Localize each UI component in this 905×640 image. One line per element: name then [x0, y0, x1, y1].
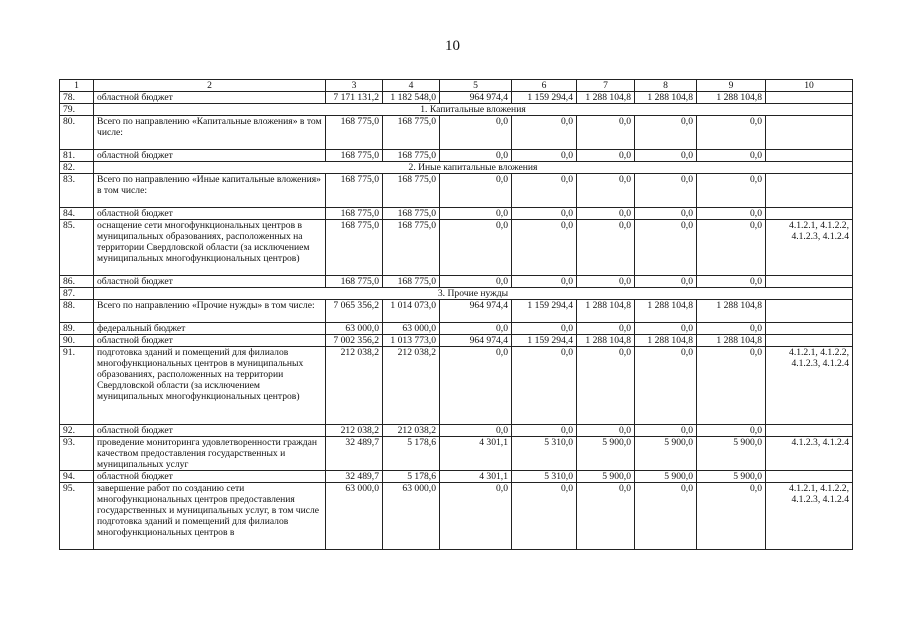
value-cell: 1 013 773,0 — [383, 335, 440, 347]
value-cell: 1 014 073,0 — [383, 300, 440, 323]
target-reference — [766, 150, 853, 162]
value-cell: 5 900,0 — [635, 437, 697, 471]
section-title: 3. Прочие нужды — [94, 288, 853, 300]
table-row — [60, 92, 853, 104]
value-cell: 212 038,2 — [383, 347, 440, 425]
value-cell: 964 974,4 — [440, 335, 512, 347]
value-cell: 0,0 — [512, 220, 577, 276]
column-header: 5 — [440, 80, 512, 92]
value-cell: 0,0 — [440, 425, 512, 437]
column-header: 4 — [383, 80, 440, 92]
value-cell: 1 159 294,4 — [512, 300, 577, 323]
value-cell: 0,0 — [577, 323, 635, 335]
value-cell: 63 000,0 — [326, 483, 383, 550]
value-cell: 964 974,4 — [440, 92, 512, 104]
value-cell: 1 288 104,8 — [635, 300, 697, 323]
value-cell: 0,0 — [440, 116, 512, 150]
row-number: 88. — [60, 300, 94, 323]
value-cell: 0,0 — [635, 483, 697, 550]
value-cell: 0,0 — [697, 323, 766, 335]
target-reference — [766, 116, 853, 150]
value-cell: 0,0 — [440, 276, 512, 288]
value-cell: 4 301,1 — [440, 437, 512, 471]
value-cell: 5 900,0 — [577, 471, 635, 483]
value-cell: 0,0 — [512, 174, 577, 208]
value-cell: 5 900,0 — [577, 437, 635, 471]
row-number: 90. — [60, 335, 94, 347]
value-cell: 4 301,1 — [440, 471, 512, 483]
row-number: 86. — [60, 276, 94, 288]
value-cell: 0,0 — [635, 174, 697, 208]
value-cell: 0,0 — [635, 220, 697, 276]
value-cell: 5 178,6 — [383, 471, 440, 483]
value-cell: 168 775,0 — [326, 174, 383, 208]
row-number: 85. — [60, 220, 94, 276]
value-cell: 0,0 — [697, 425, 766, 437]
column-header: 2 — [94, 80, 326, 92]
value-cell: 0,0 — [635, 323, 697, 335]
row-name: подготовка зданий и помещений для филиалов многофункциональных центров в муниципальных образованиях, расположенных на территории Свердловской области (за исключением муниципальных многофункциональных центров) — [94, 347, 326, 425]
value-cell: 168 775,0 — [326, 208, 383, 220]
value-cell: 168 775,0 — [383, 150, 440, 162]
value-cell: 168 775,0 — [326, 150, 383, 162]
value-cell: 0,0 — [697, 483, 766, 550]
column-header: 10 — [766, 80, 853, 92]
target-reference — [766, 174, 853, 208]
table-row — [60, 437, 853, 471]
table-row — [60, 174, 853, 208]
value-cell: 1 159 294,4 — [512, 92, 577, 104]
value-cell: 0,0 — [512, 425, 577, 437]
value-cell: 0,0 — [635, 425, 697, 437]
row-name: областной бюджет — [94, 208, 326, 220]
value-cell: 0,0 — [440, 220, 512, 276]
target-reference — [766, 335, 853, 347]
column-header: 1 — [60, 80, 94, 92]
table-row — [60, 116, 853, 150]
value-cell: 0,0 — [512, 208, 577, 220]
page-number: 10 — [445, 38, 460, 54]
value-cell: 5 900,0 — [697, 437, 766, 471]
column-header: 7 — [577, 80, 635, 92]
target-reference — [766, 208, 853, 220]
row-number: 87. — [60, 288, 94, 300]
row-number: 80. — [60, 116, 94, 150]
value-cell: 0,0 — [697, 220, 766, 276]
value-cell: 168 775,0 — [383, 174, 440, 208]
table-row — [60, 150, 853, 162]
value-cell: 0,0 — [697, 347, 766, 425]
value-cell: 1 288 104,8 — [577, 300, 635, 323]
value-cell: 1 288 104,8 — [697, 92, 766, 104]
value-cell: 168 775,0 — [326, 220, 383, 276]
value-cell: 0,0 — [440, 483, 512, 550]
value-cell: 32 489,7 — [326, 471, 383, 483]
value-cell: 0,0 — [635, 150, 697, 162]
target-reference: 4.1.2.1, 4.1.2.2, 4.1.2.3, 4.1.2.4 — [766, 483, 853, 550]
section-row — [60, 104, 853, 116]
row-number: 78. — [60, 92, 94, 104]
value-cell: 7 171 131,2 — [326, 92, 383, 104]
row-number: 95. — [60, 483, 94, 550]
row-name: Всего по направлению «Иные капитальные вложения» в том числе: — [94, 174, 326, 208]
value-cell: 168 775,0 — [383, 208, 440, 220]
value-cell: 5 178,6 — [383, 437, 440, 471]
value-cell: 168 775,0 — [383, 220, 440, 276]
row-name: проведение мониторинга удовлетворенности граждан качеством предоставления государственных и муниципальных услуг — [94, 437, 326, 471]
value-cell: 0,0 — [512, 116, 577, 150]
value-cell: 1 288 104,8 — [697, 300, 766, 323]
target-reference: 4.1.2.3, 4.1.2.4 — [766, 437, 853, 471]
table-row — [60, 347, 853, 425]
table-row — [60, 323, 853, 335]
section-row — [60, 288, 853, 300]
table-row — [60, 208, 853, 220]
target-reference — [766, 300, 853, 323]
value-cell: 0,0 — [440, 208, 512, 220]
target-reference — [766, 323, 853, 335]
section-row — [60, 162, 853, 174]
section-title: 1. Капитальные вложения — [94, 104, 853, 116]
value-cell: 7 002 356,2 — [326, 335, 383, 347]
value-cell: 168 775,0 — [383, 116, 440, 150]
target-reference: 4.1.2.1, 4.1.2.2, 4.1.2.3, 4.1.2.4 — [766, 220, 853, 276]
value-cell: 168 775,0 — [383, 276, 440, 288]
column-header: 8 — [635, 80, 697, 92]
value-cell: 1 288 104,8 — [697, 335, 766, 347]
row-number: 91. — [60, 347, 94, 425]
value-cell: 0,0 — [635, 276, 697, 288]
value-cell: 964 974,4 — [440, 300, 512, 323]
budget-table — [59, 79, 853, 550]
value-cell: 0,0 — [635, 208, 697, 220]
table-row — [60, 335, 853, 347]
value-cell: 1 288 104,8 — [577, 92, 635, 104]
target-reference — [766, 425, 853, 437]
value-cell: 1 288 104,8 — [577, 335, 635, 347]
value-cell: 168 775,0 — [326, 116, 383, 150]
value-cell: 63 000,0 — [383, 323, 440, 335]
row-name: областной бюджет — [94, 335, 326, 347]
table-row — [60, 471, 853, 483]
value-cell: 63 000,0 — [326, 323, 383, 335]
column-header: 3 — [326, 80, 383, 92]
value-cell: 63 000,0 — [383, 483, 440, 550]
value-cell: 0,0 — [697, 174, 766, 208]
target-reference: 4.1.2.1, 4.1.2.2, 4.1.2.3, 4.1.2.4 — [766, 347, 853, 425]
value-cell: 0,0 — [577, 208, 635, 220]
value-cell: 168 775,0 — [326, 276, 383, 288]
value-cell: 0,0 — [440, 150, 512, 162]
value-cell: 0,0 — [512, 347, 577, 425]
row-name: федеральный бюджет — [94, 323, 326, 335]
value-cell: 0,0 — [577, 116, 635, 150]
table-row — [60, 300, 853, 323]
table-row — [60, 276, 853, 288]
value-cell: 5 310,0 — [512, 437, 577, 471]
value-cell: 5 900,0 — [635, 471, 697, 483]
row-name: областной бюджет — [94, 92, 326, 104]
value-cell: 0,0 — [577, 425, 635, 437]
value-cell: 0,0 — [440, 347, 512, 425]
value-cell: 0,0 — [577, 150, 635, 162]
value-cell: 212 038,2 — [326, 425, 383, 437]
row-name: оснащение сети многофункциональных центров в муниципальных образованиях, расположенных на территории Свердловской области (за исключением муниципальных многофункциональных центров) — [94, 220, 326, 276]
column-header: 6 — [512, 80, 577, 92]
value-cell: 1 182 548,0 — [383, 92, 440, 104]
value-cell: 1 288 104,8 — [635, 335, 697, 347]
value-cell: 0,0 — [440, 323, 512, 335]
table-row — [60, 483, 853, 550]
value-cell: 0,0 — [512, 323, 577, 335]
row-name: областной бюджет — [94, 276, 326, 288]
value-cell: 0,0 — [697, 208, 766, 220]
value-cell: 212 038,2 — [326, 347, 383, 425]
row-number: 93. — [60, 437, 94, 471]
header-row — [60, 80, 853, 92]
target-reference — [766, 276, 853, 288]
row-name: Всего по направлению «Капитальные вложения» в том числе: — [94, 116, 326, 150]
value-cell: 7 065 356,2 — [326, 300, 383, 323]
row-number: 83. — [60, 174, 94, 208]
value-cell: 0,0 — [577, 276, 635, 288]
section-title: 2. Иные капитальные вложения — [94, 162, 853, 174]
value-cell: 0,0 — [577, 483, 635, 550]
value-cell: 1 159 294,4 — [512, 335, 577, 347]
value-cell: 0,0 — [635, 347, 697, 425]
row-name: Всего по направлению «Прочие нужды» в том числе: — [94, 300, 326, 323]
table-row — [60, 220, 853, 276]
target-reference — [766, 471, 853, 483]
value-cell: 0,0 — [635, 116, 697, 150]
value-cell: 212 038,2 — [383, 425, 440, 437]
row-number: 84. — [60, 208, 94, 220]
value-cell: 0,0 — [512, 483, 577, 550]
value-cell: 0,0 — [577, 347, 635, 425]
value-cell: 1 288 104,8 — [635, 92, 697, 104]
row-number: 81. — [60, 150, 94, 162]
row-name: областной бюджет — [94, 471, 326, 483]
value-cell: 0,0 — [697, 276, 766, 288]
table-row — [60, 425, 853, 437]
row-number: 82. — [60, 162, 94, 174]
row-number: 79. — [60, 104, 94, 116]
row-name: областной бюджет — [94, 425, 326, 437]
value-cell: 32 489,7 — [326, 437, 383, 471]
row-number: 89. — [60, 323, 94, 335]
value-cell: 0,0 — [697, 150, 766, 162]
value-cell: 0,0 — [577, 220, 635, 276]
value-cell: 0,0 — [512, 150, 577, 162]
value-cell: 0,0 — [440, 174, 512, 208]
row-name: областной бюджет — [94, 150, 326, 162]
target-reference — [766, 92, 853, 104]
value-cell: 0,0 — [697, 116, 766, 150]
value-cell: 5 900,0 — [697, 471, 766, 483]
row-number: 94. — [60, 471, 94, 483]
value-cell: 5 310,0 — [512, 471, 577, 483]
row-name: завершение работ по созданию сети многофункциональных центров предоставления государственных и муниципальных услуг, в том числе подготовка зданий и помещений для филиалов многофункциональных центров в — [94, 483, 326, 550]
column-header: 9 — [697, 80, 766, 92]
row-number: 92. — [60, 425, 94, 437]
table-body — [60, 80, 853, 550]
value-cell: 0,0 — [577, 174, 635, 208]
value-cell: 0,0 — [512, 276, 577, 288]
